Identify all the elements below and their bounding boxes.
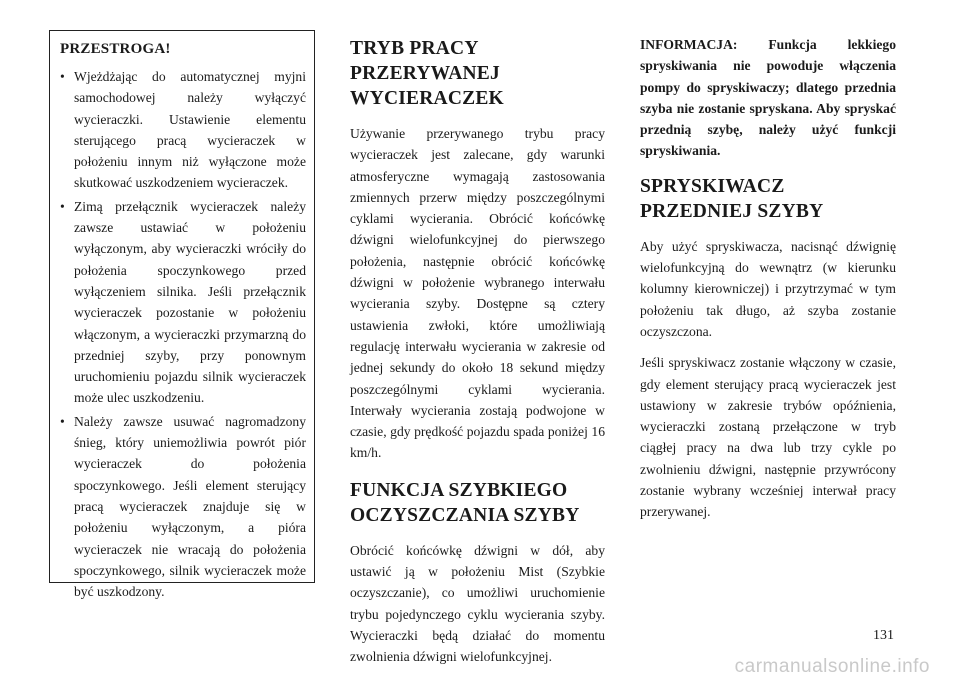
- intermittent-wipers-body: Używanie przerywanego trybu pracy wycieraczek jest zalecane, gdy warunki atmosferyczne wymagają zastosowania zmiennych przerw między poszczególnymi cyklami wycierania. Obrócić końcówkę dźwigni wielofunkcyjnej do pierwszego położenia, następnie obrócić końcówkę dźwigni w położenie wybranego interwału wycierania szyby. Dostępne są cztery ustawienia zwłoki, które umożliwiają regulację interwału wycierania w zakresie od jednej sekundy do około 18 sekund między poszczególnymi cyklami wycierania. Interwały wycierania zostają podwojone w czasie, gdy prędkość pojazdu spada poniżej 16 km/h.: [350, 126, 605, 461]
- warning-list: [58, 66, 306, 602]
- watermark: carmanualsonline.info: [734, 656, 930, 677]
- warning-title: PRZESTROGA!: [60, 41, 171, 57]
- warning-box: [49, 30, 315, 600]
- mist-info-note: INFORMACJA: Funkcja lekkiego spryskiwania nie powoduje włączenia pompy do spryskiwaczy; dlatego przednia szyba nie zostanie spryskana. Aby spryskać przednią szybę, należy użyć funkcji spryskiwania.: [640, 37, 896, 159]
- warning-item: • Wjeżdżając do automatycznej myjni samochodowej należy wyłączyć wycieraczki. Ustawienie elementu sterującego pracą wycieraczek w położeniu innym niż wyłączone może skutkować uszkodzeniem wycieraczek.: [58, 66, 306, 194]
- mist-function-body: Obrócić końcówkę dźwigni w dół, aby ustawić ją w położeniu Mist (Szybkie oczyszczanie), co umożliwi uruchomienie trybu pojedynczego cyklu wycierania szyby. Wycieraczki będą działać do momentu zwolnienia dźwigni wielofunkcyjnej.: [350, 542, 605, 665]
- washer-para-1: Aby użyć spryskiwacza, nacisnąć dźwignię wielofunkcyjną do wewnątrz (w kierunku kolumny kierowniczej) i przytrzymać w tym położeniu tak długo, aż szyba zostanie oczyszczona.: [640, 238, 896, 339]
- right-column: [640, 34, 896, 533]
- intermittent-wipers-heading: TRYB PRACY PRZERYWANEJ WYCIERACZEK: [350, 38, 504, 109]
- mist-function-heading: FUNKCJA SZYBKIEGO OCZYSZCZANIA SZYBY: [350, 479, 580, 526]
- warning-item: • Należy zawsze usuwać nagromadzony śnieg, który uniemożliwia powrót piór wycieraczek do położenia spoczynkowego. Jeśli element sterujący pracą wycieraczek znajduje się w położeniu wyłączonym, a pióra wycieraczek nie wracają do położenia spoczynkowego, silnik wycieraczek może być uszkodzony.: [58, 411, 306, 603]
- washer-para-2: Jeśli spryskiwacz zostanie włączony w czasie, gdy element sterujący pracą wycieraczek jest ustawiony w zakresie trybów opóźnienia, wycieraczki zostaną przełączone w tryb ciągłej pracy na dwa lub trzy cykle po zwolnieniu dźwigni, następnie przywrócony zostanie wybrany wcześniej interwał pracy przerywanej.: [640, 355, 896, 520]
- page-number: 131: [873, 628, 894, 643]
- washer-heading: SPRYSKIWACZ PRZEDNIEJ SZYBY: [640, 175, 824, 222]
- middle-column: [350, 36, 605, 678]
- warning-item: • Zimą przełącznik wycieraczek należy zawsze ustawiać w położeniu wyłączonym, aby wycieraczki wróciły do położenia spoczynkowego przed wyłączeniem silnika. Jeśli przełącznik wycieraczek pozostanie w położeniu włączonym, a wycieraczki przymarzną do przedniej szyby, przy ponownym uruchomieniu pojazdu silnik wycieraczek może ulec uszkodzeniu.: [58, 196, 306, 409]
